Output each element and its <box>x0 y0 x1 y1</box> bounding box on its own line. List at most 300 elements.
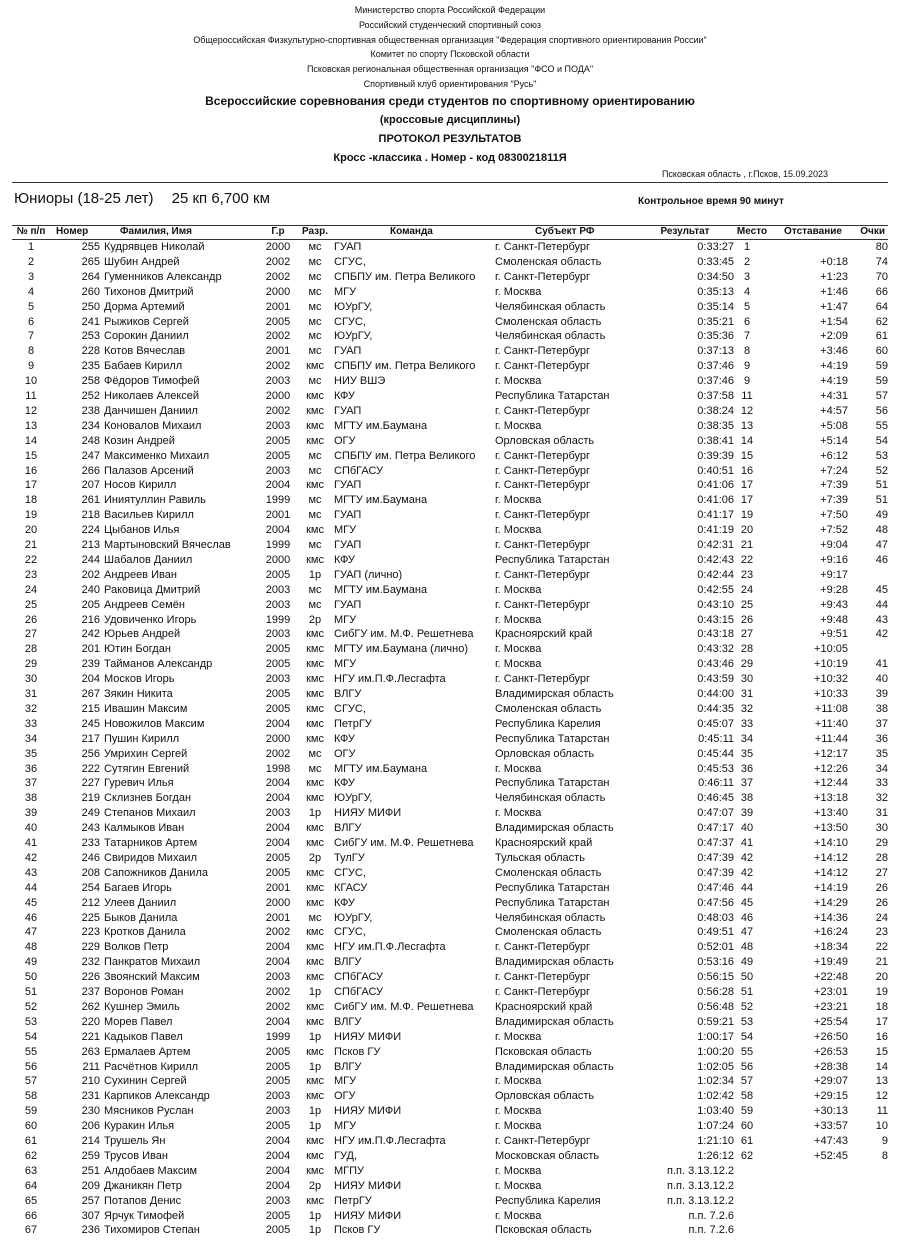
birth-year: 2004 <box>265 956 291 969</box>
sport-rank: кмс <box>306 1075 324 1088</box>
team: КФУ <box>334 732 355 745</box>
athlete-name: Ермалаев Артем <box>104 1045 191 1058</box>
bib-number: 216 <box>81 613 100 626</box>
table-row <box>0 1074 900 1089</box>
row-num: 61 <box>24 1135 38 1147</box>
bib-number: 244 <box>81 553 100 566</box>
result: 0:35:36 <box>697 330 734 343</box>
birth-year: 1998 <box>265 762 291 775</box>
time-gap: +25:54 <box>814 1015 848 1028</box>
result: 0:49:51 <box>697 926 734 939</box>
place: 4 <box>743 285 751 298</box>
points: 51 <box>875 479 888 492</box>
result: 0:47:17 <box>697 822 734 835</box>
points: 54 <box>875 434 888 447</box>
birth-year: 2003 <box>265 1105 291 1118</box>
sport-rank: кмс <box>306 896 324 909</box>
table-row <box>0 1119 900 1134</box>
time-gap: +1:46 <box>820 285 848 298</box>
team: ЮУрГУ, <box>334 300 373 313</box>
table-row <box>0 1134 900 1149</box>
team: ЮУрГУ, <box>334 792 373 805</box>
table-row <box>0 985 900 1000</box>
place: 61 <box>740 1135 754 1147</box>
discipline-title: Кросс -классика . Номер - код 0830021811Я <box>333 151 567 164</box>
result: 1:02:05 <box>697 1060 734 1073</box>
athlete-name: Потапов Денис <box>104 1194 182 1207</box>
table-row <box>0 687 900 702</box>
table-row <box>0 627 900 642</box>
athlete-name: Зякин Никита <box>104 688 173 700</box>
sport-rank: кмс <box>306 702 324 715</box>
group-heading <box>14 190 284 207</box>
result: п.п. 7.2.6 <box>688 1224 734 1237</box>
result: 0:46:45 <box>697 792 734 805</box>
points: 26 <box>875 881 888 894</box>
athlete-name: Татарников Артем <box>104 837 198 849</box>
sport-rank: 1р <box>308 1060 322 1073</box>
table-row <box>0 315 900 330</box>
athlete-name: Коновалов Михаил <box>104 419 202 432</box>
birth-year: 2002 <box>265 986 291 998</box>
place: 28 <box>740 643 754 656</box>
row-num: 34 <box>24 732 38 745</box>
sport-rank: мс <box>308 598 322 611</box>
organizer-line: Спортивный клуб ориентирования "Русь" <box>363 78 537 89</box>
place: 41 <box>740 837 754 849</box>
bib-number: 212 <box>81 896 100 909</box>
result: 0:53:16 <box>697 956 734 969</box>
birth-year: 2004 <box>265 822 291 835</box>
row-num: 43 <box>24 866 38 879</box>
place: 7 <box>743 330 751 343</box>
place: 45 <box>740 896 754 909</box>
place: 14 <box>740 434 754 447</box>
region: Республика Татарстан <box>495 777 610 790</box>
points: 29 <box>875 837 888 849</box>
bib-number: 265 <box>81 255 100 268</box>
region: г. Москва <box>495 524 542 537</box>
region: Челябинская область <box>495 300 606 313</box>
bib-number: 226 <box>81 971 100 984</box>
bib-number: 233 <box>81 837 100 849</box>
region: г. Москва <box>495 285 542 298</box>
bib-number: 251 <box>81 1164 100 1177</box>
sport-rank: кмс <box>306 732 324 745</box>
result: 0:33:45 <box>697 255 734 268</box>
time-gap: +4:19 <box>820 360 848 373</box>
place: 56 <box>740 1060 754 1073</box>
bib-number: 261 <box>81 494 100 507</box>
row-num: 29 <box>24 658 38 671</box>
birth-year: 2005 <box>265 434 291 447</box>
region: г. Санкт-Петербург <box>495 941 591 954</box>
organizer-lines <box>0 3 900 92</box>
birth-year: 2003 <box>265 598 291 611</box>
row-num: 11 <box>25 390 37 402</box>
competition-title: Всероссийские соревнования среди студентов по спортивному ориентированию <box>205 93 695 108</box>
result: п.п. 3.13.12.2 <box>667 1179 734 1192</box>
result: п.п. 3.13.12.2 <box>667 1164 734 1177</box>
athlete-name: Склизнев Богдан <box>104 792 192 805</box>
athlete-name: Кушнер Эмиль <box>104 1000 180 1013</box>
table-row <box>0 866 900 881</box>
time-gap: +9:51 <box>820 628 848 641</box>
bib-number: 263 <box>81 1045 100 1058</box>
team: МГТУ им.Баумана <box>334 494 428 507</box>
sport-rank: мс <box>308 747 322 760</box>
result: 0:56:48 <box>697 1000 734 1013</box>
place: 42 <box>740 866 754 879</box>
result: 0:47:37 <box>697 837 734 849</box>
place: 23 <box>740 568 754 581</box>
birth-year: 2004 <box>265 1135 291 1147</box>
row-num: 15 <box>24 449 38 462</box>
athlete-name: Сорокин Даниил <box>104 330 189 343</box>
points: 46 <box>875 553 888 566</box>
birth-year: 2001 <box>265 911 291 924</box>
table-row <box>0 940 900 955</box>
col-header-num: № п/п <box>16 226 46 237</box>
points: 53 <box>875 449 888 462</box>
region: Красноярский край <box>495 628 593 641</box>
bib-number: 256 <box>81 747 100 760</box>
result: 0:47:39 <box>697 851 734 864</box>
table-row <box>0 821 900 836</box>
result: 0:37:58 <box>697 390 734 402</box>
sport-rank: кмс <box>306 390 324 402</box>
team: МГУ <box>334 524 357 537</box>
region: Владимирская область <box>495 1015 614 1028</box>
bib-number: 234 <box>81 419 100 432</box>
points: 38 <box>875 702 888 715</box>
result: 0:46:11 <box>698 777 734 790</box>
sport-rank: кмс <box>306 673 324 686</box>
time-gap: +47:43 <box>814 1135 848 1147</box>
result: 0:43:59 <box>697 673 734 686</box>
place: 13 <box>740 419 754 432</box>
row-num: 46 <box>24 911 38 924</box>
region: г. Москва <box>495 1179 542 1192</box>
place: 12 <box>740 404 754 417</box>
bib-number: 255 <box>81 241 100 253</box>
region: г. Санкт-Петербург <box>495 986 591 998</box>
place: 17 <box>740 479 754 492</box>
bib-number: 248 <box>81 434 100 447</box>
sport-rank: мс <box>308 330 322 343</box>
athlete-name: Максименко Михаил <box>104 449 210 462</box>
time-gap: +2:09 <box>820 330 848 343</box>
row-num: 19 <box>24 509 38 522</box>
athlete-name: Трушель Ян <box>104 1135 166 1147</box>
team: ПетрГУ <box>334 717 372 730</box>
result: 0:52:01 <box>697 941 734 954</box>
bib-number: 215 <box>81 702 100 715</box>
table-row <box>0 1194 900 1209</box>
sport-rank: мс <box>308 539 322 551</box>
place: 51 <box>740 986 754 998</box>
row-num: 26 <box>24 613 38 626</box>
result: 0:38:35 <box>697 419 734 432</box>
bib-number: 209 <box>81 1179 100 1192</box>
row-num: 65 <box>24 1194 38 1207</box>
region: Республика Карелия <box>495 717 601 730</box>
team: ОГУ <box>334 434 356 447</box>
place: 44 <box>740 881 754 894</box>
bib-number: 214 <box>81 1135 100 1147</box>
sport-rank: кмс <box>306 926 324 939</box>
row-num: 31 <box>24 688 38 700</box>
row-num: 28 <box>24 643 38 656</box>
points: 47 <box>875 539 888 551</box>
team: НИЯУ МИФИ <box>334 1179 402 1192</box>
region: г. Москва <box>495 1120 542 1133</box>
birth-year: 2002 <box>265 404 291 417</box>
points: 30 <box>875 822 888 835</box>
points: 34 <box>875 762 888 775</box>
team: НГУ им.П.Ф.Лесгафта <box>334 673 446 686</box>
athlete-name: Морев Павел <box>104 1015 173 1028</box>
birth-year: 2005 <box>265 1209 291 1222</box>
team: МГУ <box>334 1075 357 1088</box>
row-num: 2 <box>27 255 35 268</box>
athlete-name: Свиридов Михаил <box>104 851 197 864</box>
row-num: 45 <box>24 896 38 909</box>
region: г. Санкт-Петербург <box>495 598 591 611</box>
birth-year: 2004 <box>265 717 291 730</box>
row-num: 32 <box>24 702 38 715</box>
athlete-name: Расчётнов Кирилл <box>104 1060 199 1073</box>
organizer-line: Комитет по спорту Псковской области <box>370 49 530 60</box>
athlete-name: Кадыков Павел <box>104 1030 183 1043</box>
place: 47 <box>740 926 754 939</box>
sport-rank: мс <box>308 300 322 313</box>
points: 26 <box>875 896 888 909</box>
athlete-name: Раковица Дмитрий <box>104 583 201 596</box>
team: ВЛГУ <box>334 688 362 700</box>
sport-rank: кмс <box>306 837 324 849</box>
row-num: 67 <box>24 1224 38 1237</box>
table-row <box>0 583 900 598</box>
time-gap: +12:44 <box>814 777 848 790</box>
athlete-name: Ярчук Тимофей <box>104 1209 185 1222</box>
bib-number: 254 <box>81 881 100 894</box>
result: 0:35:13 <box>697 285 734 298</box>
bib-number: 228 <box>81 345 100 358</box>
result: 1:03:40 <box>697 1105 734 1118</box>
athlete-name: Умрихин Сергей <box>104 747 188 760</box>
sport-rank: 1р <box>308 986 322 998</box>
row-num: 59 <box>24 1105 38 1118</box>
birth-year: 2004 <box>265 837 291 849</box>
result: 0:47:56 <box>697 896 734 909</box>
sport-rank: 1р <box>308 1030 322 1043</box>
region: г. Санкт-Петербург <box>495 270 591 283</box>
birth-year: 2001 <box>265 509 291 522</box>
sport-rank: мс <box>308 494 322 507</box>
place: 9 <box>743 375 751 388</box>
sport-rank: мс <box>308 315 322 328</box>
athlete-name: Калмыков Иван <box>104 822 185 835</box>
region: Орловская область <box>495 434 595 447</box>
team: СГУС, <box>334 926 366 939</box>
team: НИУ ВШЭ <box>334 375 386 388</box>
points: 42 <box>875 628 888 641</box>
bib-number: 259 <box>81 1149 100 1162</box>
place: 40 <box>740 822 754 835</box>
location-date: Псковская область , г.Псков, 15.09.2023 <box>661 169 828 179</box>
sport-rank: кмс <box>306 404 324 417</box>
result: 0:34:50 <box>697 270 734 283</box>
athlete-name: Васильев Кирилл <box>104 509 194 522</box>
table-row <box>0 389 900 404</box>
result: 0:41:06 <box>697 479 734 492</box>
sport-rank: мс <box>308 464 322 477</box>
group-course: 25 кп 6,700 км <box>171 190 270 207</box>
athlete-name: Данчишен Даниил <box>104 404 198 417</box>
region: г. Санкт-Петербург <box>495 1135 591 1147</box>
birth-year: 1999 <box>265 494 291 507</box>
points: 9 <box>881 1135 888 1147</box>
region: Владимирская область <box>495 956 614 969</box>
col-header-year: Г.р <box>271 226 285 237</box>
birth-year: 2002 <box>265 255 291 268</box>
birth-year: 2002 <box>265 747 291 760</box>
row-num: 49 <box>24 956 38 969</box>
result: 1:02:34 <box>697 1075 734 1088</box>
athlete-name: Тайманов Александр <box>104 658 213 671</box>
bib-number: 210 <box>81 1075 100 1088</box>
row-num: 60 <box>24 1120 38 1133</box>
row-num: 30 <box>24 673 38 686</box>
result: 0:33:27 <box>697 241 734 253</box>
region: Республика Карелия <box>495 1194 601 1207</box>
place: 52 <box>740 1000 754 1013</box>
points: 15 <box>875 1045 888 1058</box>
region: г. Москва <box>495 1075 542 1088</box>
row-num: 4 <box>27 285 35 298</box>
table-row <box>0 702 900 717</box>
birth-year: 2003 <box>265 1194 291 1207</box>
athlete-name: Улеев Даниил <box>104 896 177 909</box>
place: 35 <box>740 747 754 760</box>
athlete-name: Бабаев Кирилл <box>104 360 183 373</box>
bib-number: 206 <box>81 1120 100 1133</box>
points: 16 <box>875 1030 888 1043</box>
athlete-name: Москов Игорь <box>104 673 175 686</box>
row-num: 62 <box>24 1149 38 1162</box>
bib-number: 213 <box>81 539 100 551</box>
region: г. Санкт-Петербург <box>495 345 591 358</box>
table-row <box>0 1030 900 1045</box>
time-gap: +7:39 <box>820 479 848 492</box>
bib-number: 201 <box>81 643 100 656</box>
row-num: 20 <box>24 524 38 537</box>
sport-rank: кмс <box>306 360 324 373</box>
athlete-name: Николаев Алексей <box>104 390 200 402</box>
birth-year: 2002 <box>265 360 291 373</box>
row-num: 53 <box>24 1015 38 1028</box>
region: г. Санкт-Петербург <box>495 509 591 522</box>
region: Владимирская область <box>495 822 614 835</box>
row-num: 37 <box>24 777 38 790</box>
region: Орловская область <box>495 1090 595 1103</box>
time-gap: +14:29 <box>814 896 848 909</box>
sport-rank: кмс <box>306 717 324 730</box>
region: Челябинская область <box>495 792 606 805</box>
points: 21 <box>875 956 888 969</box>
place: 26 <box>740 613 754 626</box>
place: 59 <box>740 1105 754 1118</box>
points: 22 <box>875 941 888 954</box>
team: НИЯУ МИФИ <box>334 1030 402 1043</box>
bib-number: 250 <box>81 300 100 313</box>
points: 44 <box>875 598 888 611</box>
bib-number: 222 <box>81 762 100 775</box>
team: НГУ им.П.Ф.Лесгафта <box>334 941 446 954</box>
points: 56 <box>875 404 888 417</box>
athlete-name: Трусов Иван <box>104 1149 168 1162</box>
place: 3 <box>743 270 751 283</box>
region: г. Москва <box>495 1105 542 1118</box>
region: Орловская область <box>495 747 595 760</box>
region: г. Санкт-Петербург <box>495 479 591 492</box>
team: ГУАП <box>334 241 362 253</box>
result: 1:00:17 <box>697 1030 734 1043</box>
place: 30 <box>740 673 754 686</box>
athlete-name: Панкратов Михаил <box>104 956 201 969</box>
place: 38 <box>740 792 754 805</box>
birth-year: 1999 <box>265 613 291 626</box>
table-row <box>0 538 900 553</box>
birth-year: 2005 <box>265 658 291 671</box>
region: Смоленская область <box>495 926 602 939</box>
bib-number: 208 <box>81 866 100 879</box>
place: 15 <box>740 449 754 462</box>
row-num: 14 <box>24 434 38 447</box>
birth-year: 2002 <box>265 1000 291 1013</box>
region: Республика Татарстан <box>495 881 610 894</box>
result: 0:43:46 <box>697 658 734 671</box>
birth-year: 2003 <box>265 375 291 388</box>
result: 0:37:46 <box>697 375 734 388</box>
place: 54 <box>740 1030 754 1043</box>
team: ВЛГУ <box>334 956 362 969</box>
sport-rank: кмс <box>306 1149 324 1162</box>
birth-year: 2004 <box>265 479 291 492</box>
region: Владимирская область <box>495 688 614 700</box>
table-row <box>0 776 900 791</box>
place: 20 <box>740 524 754 537</box>
bib-number: 218 <box>81 509 100 522</box>
birth-year: 2000 <box>265 390 291 402</box>
time-gap: +14:36 <box>814 911 848 924</box>
result: 1:02:42 <box>697 1090 734 1103</box>
table-row <box>0 613 900 628</box>
control-time: Контрольное время 90 минут <box>638 196 784 207</box>
bib-number: 240 <box>81 583 100 596</box>
table-row <box>0 896 900 911</box>
table-row <box>0 434 900 449</box>
team: ТулГУ <box>334 851 365 864</box>
region: г. Санкт-Петербург <box>495 971 591 984</box>
time-gap: +6:12 <box>820 449 848 462</box>
athlete-name: Рыжиков Сергей <box>104 315 189 328</box>
region: г. Москва <box>495 419 542 432</box>
athlete-name: Ивашин Максим <box>104 702 188 715</box>
table-row <box>0 553 900 568</box>
bib-number: 253 <box>81 330 100 343</box>
